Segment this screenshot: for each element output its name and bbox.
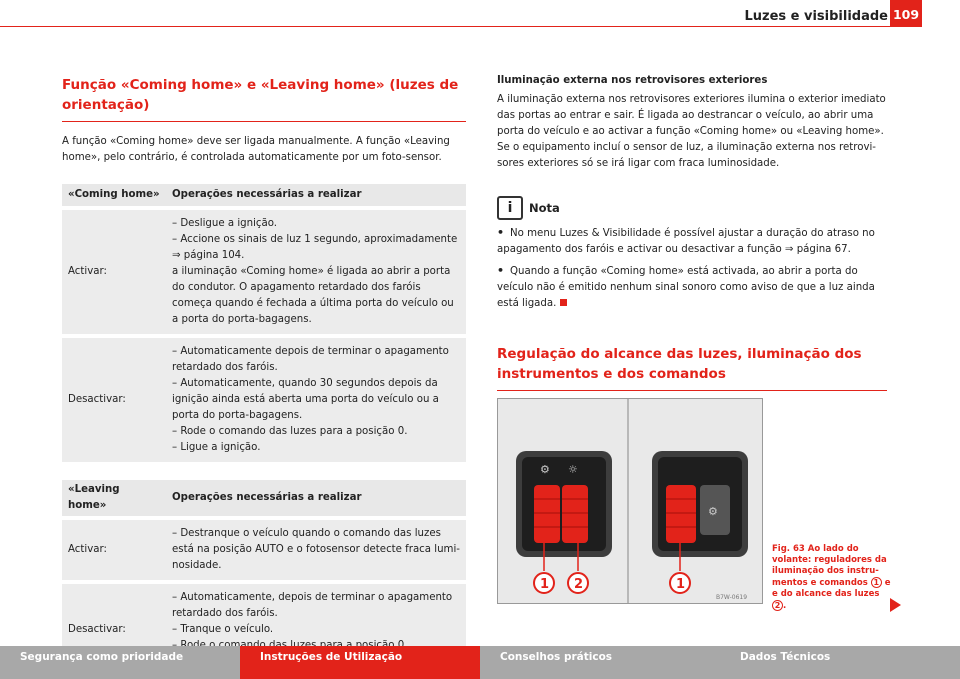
mirror-paragraph: A iluminação externa nos retrovisores exteriores ilumina o exterior imediato das portas ao entrar e sair. É ligada ao destrancar o veículo, ao abrir uma porta do veículo e ao activar a função «Coming home» ou «Leaving home». Se o equipamento incluí o sensor de luz, a iluminação externa nos retrovi-sores exteriores só se irá ligar com fraca luminosidade. — [497, 94, 886, 169]
op-line: a iluminação «Coming home» é ligada ao abrir a porta do condutor. O apagamento retardado dos faróis começa quando é fechada a última porta do veículo ou a porta do porta-bagagens. — [172, 266, 454, 325]
note-bullet: • Quando a função «Coming home» está activada, ao abrir a porta do veículo não é emitido nenhum sinal sonoro como aviso de que a luz ainda está ligada. — [497, 264, 875, 309]
table-header: «Coming home» — [62, 184, 166, 206]
table-header: Operações necessárias a realizar — [166, 184, 466, 206]
row-ops — [166, 210, 466, 334]
op-line: – Rode o comando das luzes para a posição 0. — [172, 426, 408, 437]
page-number: 109 — [890, 0, 922, 26]
callout-2: 2 — [574, 577, 584, 592]
table-header: Operações necessárias a realizar — [166, 480, 466, 516]
section-rule — [497, 390, 887, 391]
note-label: Nota — [529, 201, 560, 215]
row-label: Desactivar: — [62, 338, 166, 462]
end-mark — [560, 299, 567, 306]
op-line: – Automaticamente, depois de terminar o apagamento retardado dos faróis. — [172, 592, 453, 619]
figure-63 — [497, 398, 763, 604]
callout-1-right: 1 — [676, 577, 686, 592]
note-bullet: • No menu Luzes & Visibilidade é possível ajustar a duração do atraso no apagamento dos faróis e activar ou desactivar a função ⇒ página 67. — [497, 226, 875, 255]
row-ops — [166, 338, 466, 462]
callout-1: 1 — [540, 577, 550, 592]
tab-operating-instructions[interactable]: Instruções de Utilização — [240, 646, 480, 679]
caption-callout-2: 2 — [772, 600, 783, 611]
left-column — [62, 75, 466, 679]
op-line: – Tranque o veículo. — [172, 624, 274, 635]
table-row — [62, 338, 466, 462]
figure-caption: Fig. 63 Ao lado do volante: reguladores da iluminação dos instru-mentos e comandos 1 e e do alcance das luzes 2 . — [772, 544, 891, 611]
tab-technical-data[interactable]: Dados Técnicos — [720, 646, 960, 679]
note-text: No menu Luzes & Visibilidade é possível ajustar a duração do atraso no apagamento dos faróis e activar ou desactivar a função ⇒ página 67. — [497, 228, 875, 255]
table-header: «Leaving home» — [62, 480, 166, 516]
subheading-mirror-lighting: Iluminação externa nos retrovisores exteriores — [497, 75, 768, 86]
caption-callout-1: 1 — [871, 577, 882, 588]
section-rule — [62, 121, 466, 122]
row-ops — [166, 520, 466, 580]
section-title-coming-home: Função «Coming home» e «Leaving home» (luzes de orientação) — [62, 77, 459, 113]
note-header — [497, 196, 887, 220]
svg-text:☼: ☼ — [568, 463, 578, 476]
svg-text:⚙: ⚙ — [708, 505, 718, 518]
figure-code: B7W-0619 — [716, 594, 748, 601]
row-label: Desactivar: — [62, 584, 166, 676]
footer-nav — [0, 646, 960, 679]
coming-home-table — [62, 180, 466, 466]
running-header: Luzes e visibilidade — [744, 9, 888, 24]
svg-text:⚙: ⚙ — [540, 463, 550, 476]
op-line: – Desligue a ignição. — [172, 218, 278, 229]
op-line: – Destranque o veículo quando o comando das luzes está na posição AUTO e o fotosensor detecte fraca lumi-nosidade. — [172, 528, 460, 571]
caption-text: Fig. 63 Ao lado do volante: reguladores da iluminação dos instru-mentos e comandos — [772, 544, 887, 588]
op-line: – Automaticamente, quando 30 segundos depois da ignição ainda está aberta uma porta do veículo ou a porta do porta-bagagens. — [172, 378, 439, 421]
row-label: Activar: — [62, 210, 166, 334]
note-icon: i — [497, 196, 523, 220]
op-line: – Ligue a ignição. — [172, 442, 261, 453]
op-line: – Automaticamente depois de terminar o apagamento retardado dos faróis. — [172, 346, 449, 373]
table-row — [62, 520, 466, 580]
intro-paragraph: A função «Coming home» deve ser ligada manualmente. A função «Leaving home», pelo contrário, é controlada automaticamente por um foto-sensor. — [62, 136, 450, 163]
tab-practical-tips[interactable]: Conselhos práticos — [480, 646, 720, 679]
row-label: Activar: — [62, 520, 166, 580]
tab-safety[interactable]: Segurança como prioridade — [0, 646, 240, 679]
section-title-range: Regulação do alcance das luzes, iluminação dos instrumentos e dos comandos — [497, 346, 862, 382]
table-row — [62, 210, 466, 334]
dashboard-switches-illustration — [498, 399, 762, 603]
caption-tail: e do alcance das luzes — [772, 589, 880, 599]
right-column — [497, 75, 887, 391]
op-line: – Accione os sinais de luz 1 segundo, aproximadamente ⇒ página 104. — [172, 234, 458, 261]
header-rule — [0, 26, 922, 27]
next-page-arrow-icon[interactable] — [890, 598, 901, 612]
note-text: Quando a função «Coming home» está activada, ao abrir a porta do veículo não é emitido nenhum sinal sonoro como aviso de que a luz ainda está ligada. — [497, 266, 875, 309]
